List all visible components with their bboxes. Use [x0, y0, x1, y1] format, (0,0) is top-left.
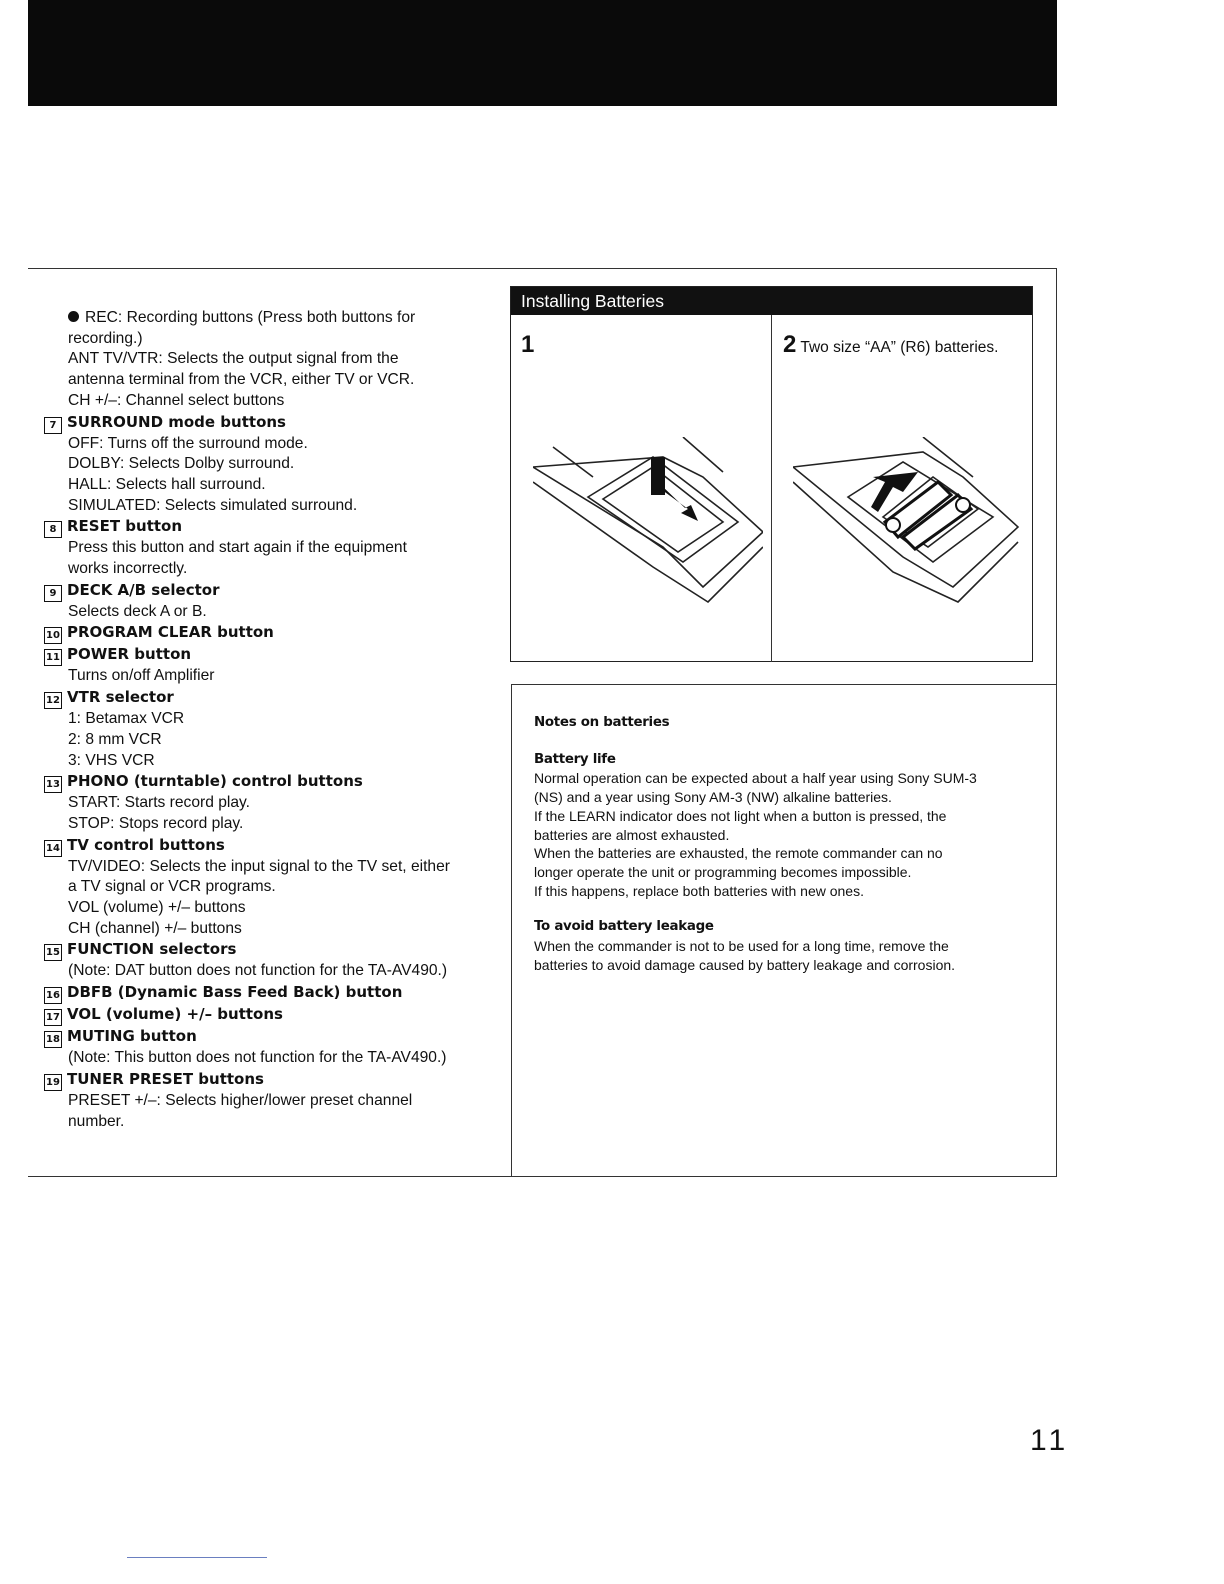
section-line: 2: 8 mm VCR	[68, 730, 162, 748]
section-heading	[44, 1026, 494, 1048]
section-heading	[44, 580, 494, 602]
item-number-badge: 10	[44, 627, 62, 644]
section-line: 3: VHS VCR	[68, 751, 155, 769]
step-1-number: 1	[521, 331, 535, 358]
section-heading	[44, 771, 494, 793]
intro-line: ANT TV/VTR: Selects the output signal from the	[68, 350, 399, 368]
item-number-badge: 16	[44, 987, 62, 1004]
section-title: PROGRAM CLEAR button	[67, 623, 274, 642]
item-number-badge: 17	[44, 1009, 62, 1026]
battery-life-line: When the batteries are exhausted, the remote commander can no	[534, 845, 943, 862]
section-line: STOP: Stops record play.	[68, 814, 244, 832]
section-line: a TV signal or VCR programs.	[68, 878, 276, 896]
step-divider	[771, 315, 772, 662]
header-bar	[28, 0, 1057, 106]
bottom-rule	[28, 1176, 1057, 1177]
section-heading	[44, 644, 494, 666]
section-heading	[44, 939, 494, 961]
leakage-line: batteries to avoid damage caused by battery leakage and corrosion.	[534, 956, 956, 973]
section-line: TV/VIDEO: Selects the input signal to the TV set, either	[68, 857, 450, 875]
battery-life-text	[534, 769, 1034, 900]
battery-life-line: longer operate the unit or programming becomes impossible.	[534, 863, 912, 880]
leakage-text	[534, 937, 1034, 974]
item-number-badge: 13	[44, 776, 62, 793]
section-line: START: Starts record play.	[68, 794, 250, 812]
section-line: PRESET +/–: Selects higher/lower preset channel	[68, 1091, 413, 1109]
item-number-badge: 15	[44, 944, 62, 961]
section-line: HALL: Selects hall surround.	[68, 475, 266, 493]
remote-cover-illustration	[533, 437, 763, 607]
bullet-icon	[68, 311, 79, 322]
section-heading	[44, 412, 494, 434]
item-number-badge: 19	[44, 1074, 62, 1091]
section-title: DECK A/B selector	[67, 580, 220, 599]
button-descriptions	[44, 308, 494, 1132]
item-number-badge: 12	[44, 692, 62, 709]
step-2-text: Two size “AA” (R6) batteries.	[800, 339, 999, 356]
section-heading	[44, 622, 494, 644]
section-title: TUNER PRESET buttons	[67, 1069, 264, 1088]
item-number-badge: 14	[44, 840, 62, 857]
section-title: POWER button	[67, 645, 192, 664]
step-2-number: 2	[783, 331, 797, 358]
section-title: FUNCTION selectors	[67, 940, 237, 959]
section-heading	[44, 1004, 494, 1026]
panel-title: Installing Batteries	[511, 287, 1032, 315]
notes-on-batteries	[534, 714, 1034, 974]
section-title: DBFB (Dynamic Bass Feed Back) button	[67, 983, 403, 1002]
intro-line: CH +/–: Channel select buttons	[68, 391, 285, 409]
leakage-title: To avoid battery leakage	[534, 919, 714, 935]
section-line: Press this button and start again if the equipment	[68, 539, 407, 557]
section-title: RESET button	[67, 517, 183, 536]
battery-life-line: batteries are almost exhausted.	[534, 826, 730, 843]
section-line: OFF: Turns off the surround mode.	[68, 434, 308, 452]
section-line: works incorrectly.	[68, 560, 188, 578]
intro-line: antenna terminal from the VCR, either TV or VCR.	[68, 371, 415, 389]
step-2	[783, 331, 998, 359]
section-title: VTR selector	[67, 688, 174, 707]
item-number-badge: 7	[44, 417, 62, 434]
section-title: PHONO (turntable) control buttons	[67, 772, 363, 791]
item-number-badge: 8	[44, 521, 62, 538]
section-line: CH (channel) +/– buttons	[68, 919, 242, 937]
section-list	[44, 412, 494, 1133]
battery-life-title: Battery life	[534, 751, 616, 767]
battery-life-line: (NS) and a year using Sony AM-3 (NW) alkaline batteries.	[534, 789, 892, 806]
page-number: 11	[1030, 1424, 1070, 1457]
footer-rule	[127, 1557, 267, 1558]
battery-life-line: Normal operation can be expected about a half year using Sony SUM-3	[534, 770, 977, 787]
battery-insert-illustration	[793, 437, 1023, 607]
item-number-badge: 9	[44, 585, 62, 602]
item-number-badge: 18	[44, 1031, 62, 1048]
section-line: (Note: This button does not function for the TA-AV490.)	[68, 1049, 447, 1067]
leakage-line: When the commander is not to be used for a long time, remove the	[534, 938, 949, 955]
section-heading	[44, 687, 494, 709]
section-heading	[44, 982, 494, 1004]
section-heading	[44, 1069, 494, 1091]
intro-line: recording.)	[68, 329, 143, 347]
section-heading	[44, 835, 494, 857]
notes-title: Notes on batteries	[534, 715, 670, 730]
section-heading	[44, 516, 494, 538]
section-line: DOLBY: Selects Dolby surround.	[68, 455, 295, 473]
section-line: (Note: DAT button does not function for the TA-AV490.)	[68, 962, 448, 980]
section-line: Turns on/off Amplifier	[68, 667, 215, 685]
section-line: number.	[68, 1112, 125, 1130]
section-line: 1: Betamax VCR	[68, 710, 185, 728]
intro-line: REC: Recording buttons (Press both buttons for	[44, 308, 494, 329]
section-title: MUTING button	[67, 1027, 197, 1046]
section-title: TV control buttons	[67, 835, 225, 854]
item-number-badge: 11	[44, 649, 62, 666]
section-line: SIMULATED: Selects simulated surround.	[68, 496, 358, 514]
top-rule	[28, 268, 1057, 269]
section-title: VOL (volume) +/– buttons	[67, 1005, 283, 1024]
section-line: Selects deck A or B.	[68, 602, 207, 620]
battery-life-line: If this happens, replace both batteries with new ones.	[534, 882, 864, 899]
section-line: VOL (volume) +/– buttons	[68, 899, 246, 917]
installing-batteries-panel	[510, 286, 1033, 662]
section-title: SURROUND mode buttons	[67, 412, 286, 431]
battery-life-line: If the LEARN indicator does not light when a button is pressed, the	[534, 807, 947, 824]
